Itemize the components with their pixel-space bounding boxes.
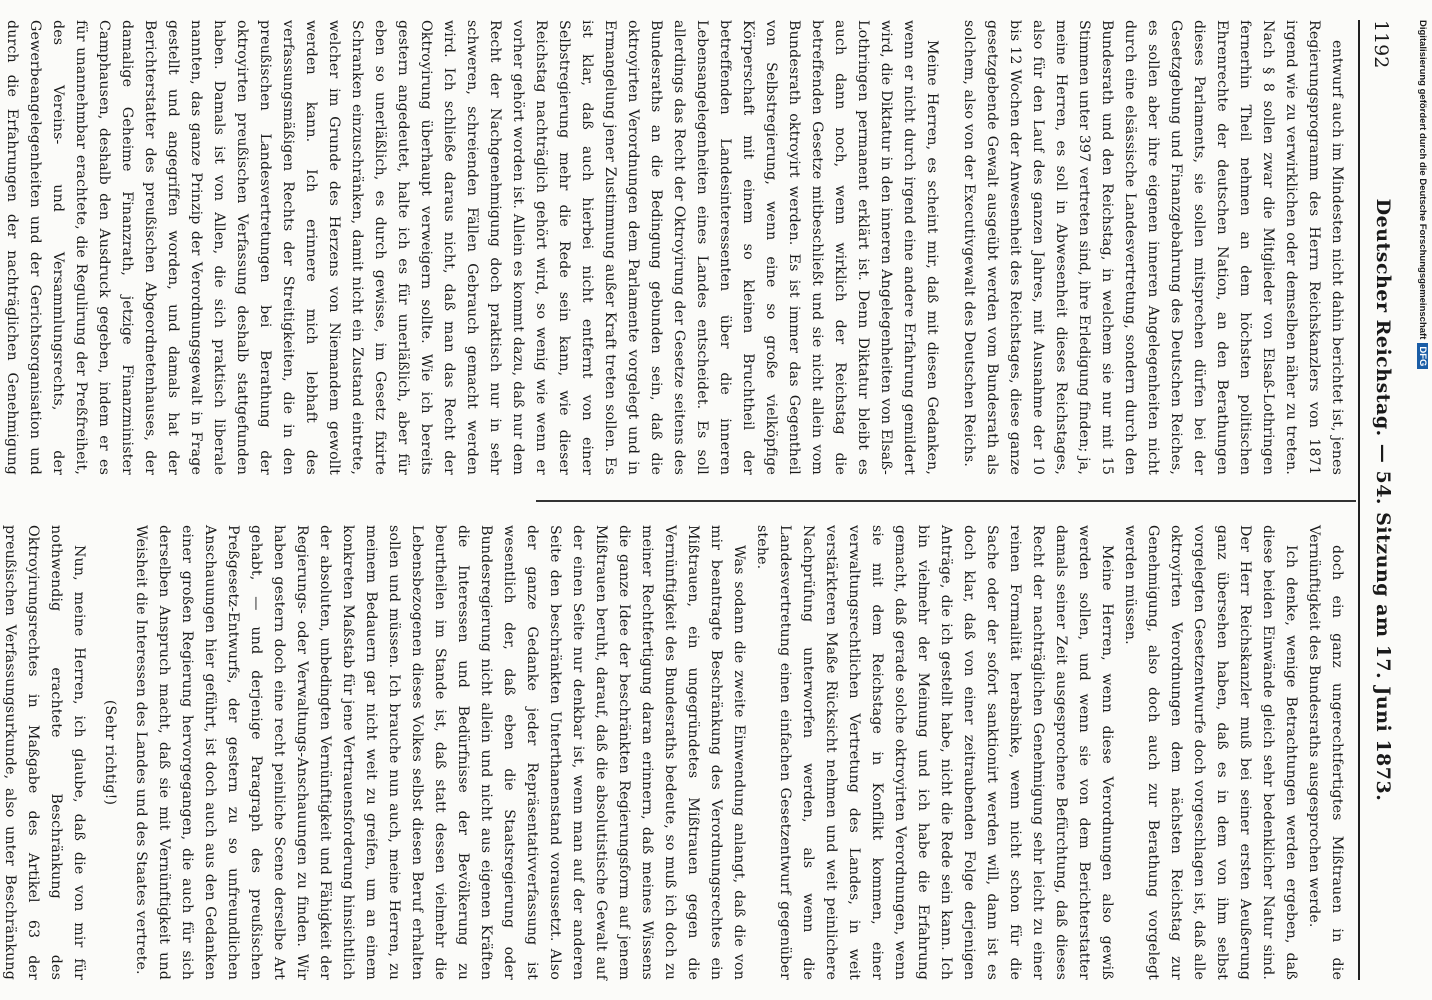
paragraph: doch ein ganz ungerechtfertigtes Mißtrauen in die Vernünftigkeit des Bundesraths ausgesprochen werde. <box>1306 525 1345 980</box>
page-number: 1192 <box>1370 20 1392 69</box>
page-header <box>1360 20 1400 980</box>
funding-credit <box>1417 20 1428 620</box>
page-content <box>2 20 1400 980</box>
paragraph: Meine Herren, wenn diese Verordnungen also gewiß werden sollen, und wenn sie von dem Berichterstatter damals seiner Zeit ausgesprochene Befürchtung, daß dieses Recht der nachträglichen Genehmigung sehr leicht zu einer reinen Formalität herabsinke, wenn nicht schon für die Sache oder der sofort sanktionirt werden will, dann ist es doch klar, daß von einer zeitraubenden Folge derjenigen Anträge, die ich gestellt habe, nicht die Rede sein kann. Ich bin vielmehr der Meinung und ich habe die Erfahrung gemacht, daß gerade solche oktroyirten Verordnungen, wenn sie mit dem Reichstage in Konflikt kommen, einer verwaltungsrechtlichen Vertretung des Landes, in weit verstärkteren Maße Rücksicht nehmen und weit peinlichere Nachprüfung unterworfen werden, als wenn die Landesvertretung einen einfachen Gesetzentwurf gegenüber stehe. <box>754 525 1115 980</box>
page-title: Deutscher Reichstag. — 54. Sitzung am 17. Juni 1873. <box>1372 198 1394 802</box>
right-column <box>0 525 1348 980</box>
interjection: (Sehr richtig!) <box>102 699 118 806</box>
left-column <box>0 20 1348 475</box>
paragraph: Was sodann die zweite Einwendung anlangt, daß die von mir beantragte Beschränkung des Verordnungsrechtes ein Mißtrauen, ein ungegründetes Mißtrauen gegen die Vernünftigkeit des Bundesraths bedeute, so muß ich doch zu meiner Rechtfertigung daran erinnern, daß meines Wissens die ganze Idee der beschränkten Regierungsform auf jenem Mißtrauen beruht, darauf, daß die absolutistische Gewalt auf der einen Seite nur denkbar ist, wenn man auf der anderen Seite den beschränkten Unterthanenstand voraussetzt. Also der ganze Gedanke jeder Repräsentativverfassung ist wesentlich der, daß eben die Staatsregierung oder Bundesregierung nicht allein und nicht aus eigenen Kräften die Interessen und Bedürfnisse der Bevölkerung zu beurtheilen im Stande ist, daß statt dessen vielmehr die Lebensbezogenen dieses Volkes selbst diesen Beruf erhalten sollen und müssen. Ich brauche nun auch, meine Herren, zu meinem Bedauern gar nicht weit zu greifen, um an einem konkreten Maßstab für jene Vertrauensforderung hinsichtlich der absoluten, unbedingten Vernünftigkeit und Fähigkeit der Regierungs- oder Verwaltungs-Anschauungen zu finden. Wir haben gestern doch eine recht peinliche Scene derselbe Art gehabt, — und derjenige Paragraph des preußischen Preßgesetz-Entwurfs, der gestern zu so unfreundlichen Anschauungen hier geführt, ist doch auch aus den Gedanken einer großen Regierung hervorgegangen, die auch für sich derselben Anspruch macht, daß sie mit Vernünftigkeit und Weisheit die Interessen des Landes und des Staates vertrete. <box>133 525 747 980</box>
header-rule <box>1358 20 1360 980</box>
paragraph: Meine Herren, es scheint mir, daß mit diesen Gedanken, wenn er nicht durch irgend eine andere Erfahrung gemildert wird, die Diktatur in den inneren Angelegenheiten von Elsaß-Lothringen permanent erklärt ist. Denn Diktatur bleibt es auch dann noch, wenn wirklich der Reichstag die betreffenden Gesetze mitbeschließt und sie nicht allein vom Bundesrath oktroyirt werden. Es ist immer das Gegentheil von Selbstregierung, wenn eine so große vielköpfige Körperschaft mit einem so kleinen Bruchtheil der betreffenden Landesinteressenten über die inneren Lebensangelegenheiten eines Landes entscheidet. Es soll allerdings das Recht der Oktroyirung der Gesetze seitens des Bundesraths an die Bedingung gebunden sein, daß die oktroyirten Verordnungen dem Parlamente vorgelegt und in Ermangelung jener Zustimmung außer Kraft treten sollen. Es ist klar, daß auch hierbei nicht entfernt von einer Selbstregierung mehr die Rede sein kann, wie dieser Reichstag nachträglich gehört wird, so wenig wie wenn er vorher gehört worden ist. Allein es kommt dazu, daß nur dem Recht der Nachgenehmigung doch praktisch nur in sehr schweren, schreienden Fällen Gebrauch gemacht werden wird. Ich schließe daraus nicht, daß man das Recht der Oktroyirung überhaupt verweigern sollte. Wie ich bereits gestern angedeutet, halte ich es für unerläßlich, aber für eben so unerläßlich, es durch gewisse, im Gesetz fixirte Schranken einzuschränken, damit nicht ein Zustand eintrete, welcher im Grunde des Herzens von Niemandem gewollt werden kann. Ich erinnere mich lebhaft des verfassungsmäßigen Rechts der Streitigkeiten, die in den preußischen Landesvertretungen bei Berathung der oktroyirten preußischen Verfassung deshalb stattgefunden haben. Damals ist von Allen, die sich praktisch liberale nannten, das ganze Prinzip der Verordnungsgewalt in Frage gestellt und angegriffen worden, und damals hat der Berichterstatter des preußischen Abgeordnetenhauses, der damalige Geheime Finanzrath, jetzige Finanzminister Camphausen, deshalb den Ausdruck gegeben, indem er es für unannehmbar erachtete, die Regulirung der Preßfreiheit, des Vereins- und Versammlungsrechts, der Gewerbeangelegenheiten und der Gerichtsorganisation und durch die Erfahrungen der nachträglichen Genehmigung <box>4 20 940 475</box>
paragraph: Nun, meine Herren, ich glaube, daß die von mir für nothwendig erachtete Beschränkung des Oktroyirungsrechtes in Maßgabe des Artikel 63 der preußischen Verfassungsurkunde, also unter Beschränkung <box>2 525 87 980</box>
dfg-logo: DFG <box>1417 343 1428 369</box>
paragraph: entwurf auch im Mindesten nicht dahin berichtet ist, jenes Regierungsprogramm des Herrn Reichskanzlers von 1871 irgend wie zu verwirklichen oder demselben näher zu treten. Nach § 8 sollen zwar die Mitglieder von Elsaß-Lothringen fernerhin Theil nehmen an dem höchsten politischen Ehrenrechte der deutschen Nation, an den Berathungen dieses Parlaments, sie sollen mitsprechen dürfen bei der Gesetzgebung und Finanzgebahrung des Deutschen Reiches, es sollen aber ihre eigenen inneren Angelegenheiten nicht durch eine elsässische Landesvertretung, sondern durch den Bundesrath und den Reichstag, in welchem sie nur mit 15 Stimmen unter 397 vertreten sind, ihre Erledigung finden; ja, meine Herren, es soll in Abwesenheit dieses Reichstages, also für den Lauf des ganzen Jahres, mit Ausnahme der 10 bis 12 Wochen der Anwesenheit des Reichstages, diese ganze gesetzgebende Gewalt ausgeübt werden vom Bundesrath als solchem, also von der Executivgewalt des Deutschen Reichs. <box>961 20 1345 475</box>
paragraph: Ich denke, wenige Betrachtungen werden ergeben, daß diese beiden Einwände gleich sehr bedenklicher Natur sind. Der Herr Reichskanzler muß bei seiner ersten Aeußerung ganz übersehen haben, daß es in dem von ihm selbst vorgelegten Gesetzentwurfe doch vorgeschlagen ist, daß alle oktroyirten Verordnungen dem nächsten Reichstag zur Genehmigung, also doch auch zur Berathung vorgelegt werden müssen. <box>1122 525 1299 980</box>
column-divider <box>536 500 1356 502</box>
credit-text: Digitalisierung gefördert durch die Deutsche Forschungsgemeinschaft <box>1417 20 1428 340</box>
